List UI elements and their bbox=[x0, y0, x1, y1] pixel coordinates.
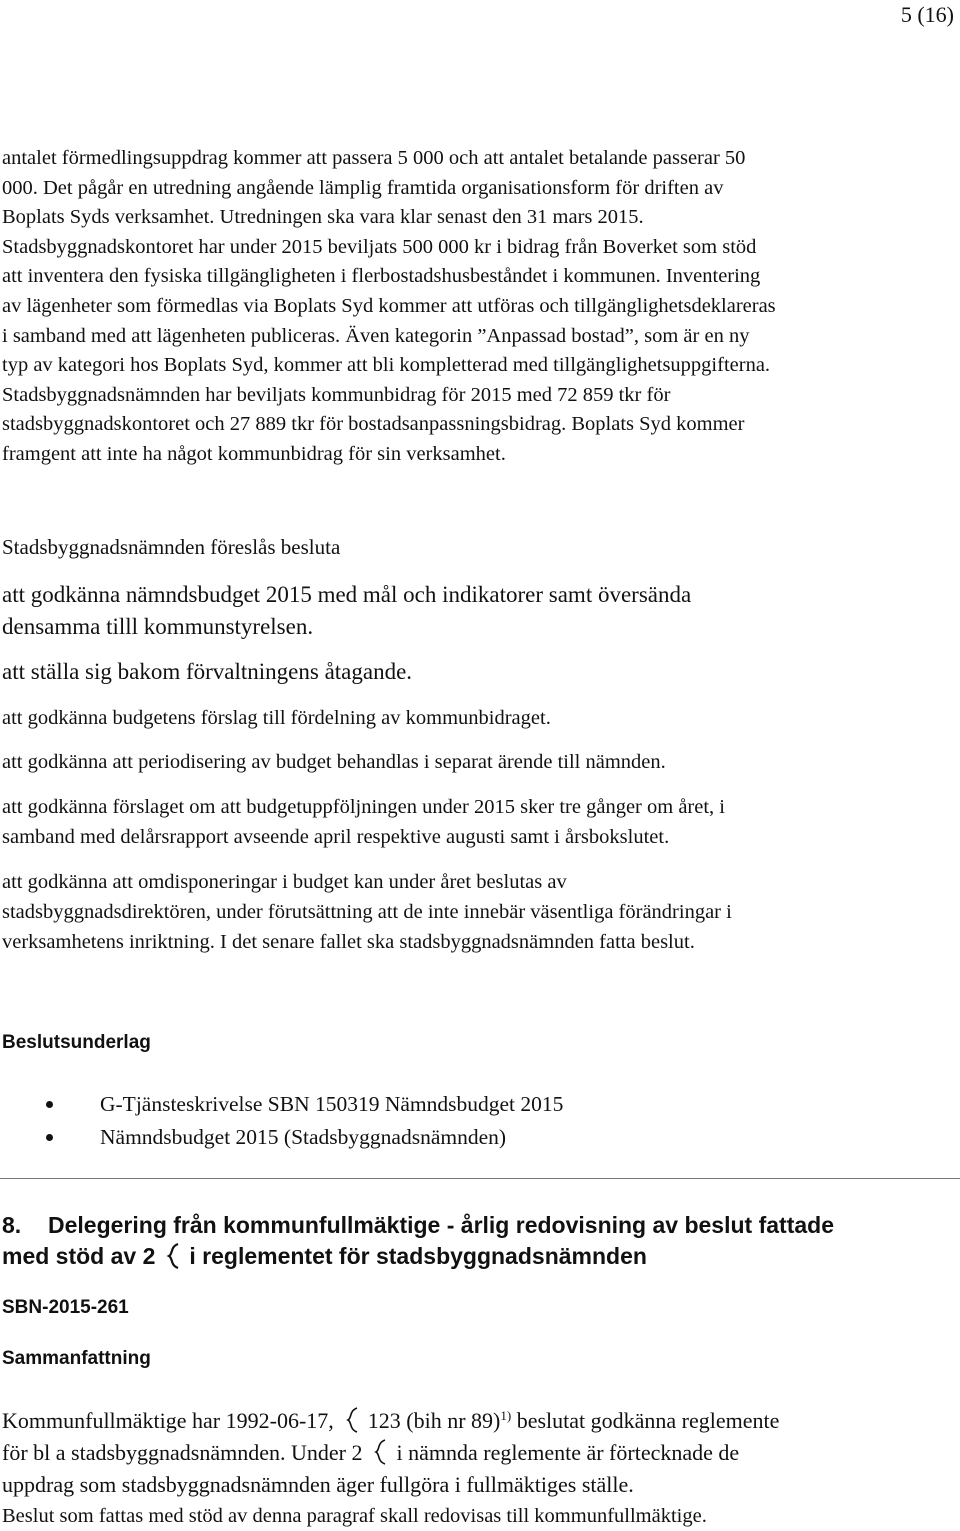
bullet-icon bbox=[46, 1134, 53, 1141]
section-sign-icon bbox=[161, 1242, 183, 1268]
section-sign-icon bbox=[368, 1438, 390, 1464]
intro-line: Stadsbyggnadsnämnden har beviljats kommunbidrag för 2015 med 72 859 tkr för bbox=[2, 383, 671, 406]
intro-line: framgent att inte ha något kommunbidrag för sin verksamhet. bbox=[2, 442, 506, 465]
summary-heading: Sammanfattning bbox=[2, 1348, 151, 1369]
proposal-heading: Stadsbyggnadsnämnden föreslås besluta bbox=[2, 535, 341, 559]
motion-4: att godkänna att periodisering av budget behandlas i separat ärende till nämnden. bbox=[2, 751, 666, 773]
intro-line: i samband med att lägenheten publiceras. Även kategorin ”Anpassad bostad”, som är en ny bbox=[2, 324, 750, 347]
item-title: 8. Delegering från kommunfullmäktige - årlig redovisning av beslut fattade med stöd av 2 i reglementet för stadsbyggnadsnämnden bbox=[2, 1212, 834, 1269]
section-sign-icon bbox=[340, 1406, 362, 1432]
case-id: SBN-2015-261 bbox=[2, 1297, 129, 1318]
intro-line: antalet förmedlingsuppdrag kommer att passera 5 000 och att antalet betalande passerar 50 bbox=[2, 147, 746, 169]
list-item: G-Tjänsteskrivelse SBN 150319 Nämndsbudget 2015 bbox=[0, 1088, 563, 1121]
list-item: Nämndsbudget 2015 (Stadsbyggnadsnämnden) bbox=[0, 1121, 563, 1154]
intro-line: Boplats Syds verksamhet. Utredningen ska vara klar senast den 31 mars 2015. bbox=[2, 206, 644, 229]
summary-paragraph: Kommunfullmäktige har 1992-06-17, 123 (bih nr 89)$^{1)}$ beslutat godkänna reglemente för bl a stadsbyggnadsnämnden. Under 2 i nämnda reglemente är förtecknade de uppdrag som stadsbyggnadsnämnden äger fullgöra i fullmäktiges ställe. Beslut som fattas med stöd av denna paragraf skall redovisas till kommunfullmäktige. bbox=[2, 1408, 780, 1527]
motion-1: att godkänna nämndsbudget 2015 med mål och indikatorer samt översända densamma tilll kommunstyrelsen. bbox=[2, 582, 692, 639]
bullet-icon bbox=[46, 1101, 53, 1108]
basis-list bbox=[0, 1088, 563, 1154]
divider bbox=[0, 1178, 960, 1179]
motion-6: att godkänna att omdisponeringar i budget kan under året beslutas av stadsbyggnadsdirektören, under förutsättning att de inte innebär väsentliga förändringar i verksamhetens inriktning. I det senare fallet ska stadsbyggnadsnämnden fatta beslut. bbox=[2, 871, 732, 953]
intro-line: Stadsbyggnadskontoret har under 2015 beviljats 500 000 kr i bidrag från Boverket som stöd bbox=[2, 235, 757, 258]
motion-3: att godkänna budgetens förslag till fördelning av kommunbidraget. bbox=[2, 707, 551, 729]
page-number: 5 (16) bbox=[900, 2, 954, 27]
basis-heading: Beslutsunderlag bbox=[2, 1032, 151, 1053]
intro-line: typ av kategori hos Boplats Syd, kommer att bli kompletterad med tillgänglighetsuppgifterna. bbox=[2, 354, 771, 377]
motion-2: att ställa sig bakom förvaltningens åtagande. bbox=[2, 659, 413, 684]
intro-line: stadsbyggnadskontoret och 27 889 tkr för bostadsanpassningsbidrag. Boplats Syd kommer bbox=[2, 413, 745, 436]
intro-line: att inventera den fysiska tillgängligheten i flerbostadshusbeståndet i kommunen. Inventering bbox=[2, 265, 761, 288]
intro-paragraph bbox=[2, 144, 956, 470]
intro-line: 000. Det pågår en utredning angående lämplig framtida organisationsform för driften av bbox=[2, 176, 724, 199]
intro-line: av lägenheter som förmedlas via Boplats Syd kommer att utföras och tillgänglighetsdeklareras bbox=[2, 294, 776, 317]
motion-5: att godkänna förslaget om att budgetuppföljningen under 2015 sker tre gånger om året, i samband med delårsrapport avseende april respektive augusti samt i årsbokslutet. bbox=[2, 796, 725, 848]
